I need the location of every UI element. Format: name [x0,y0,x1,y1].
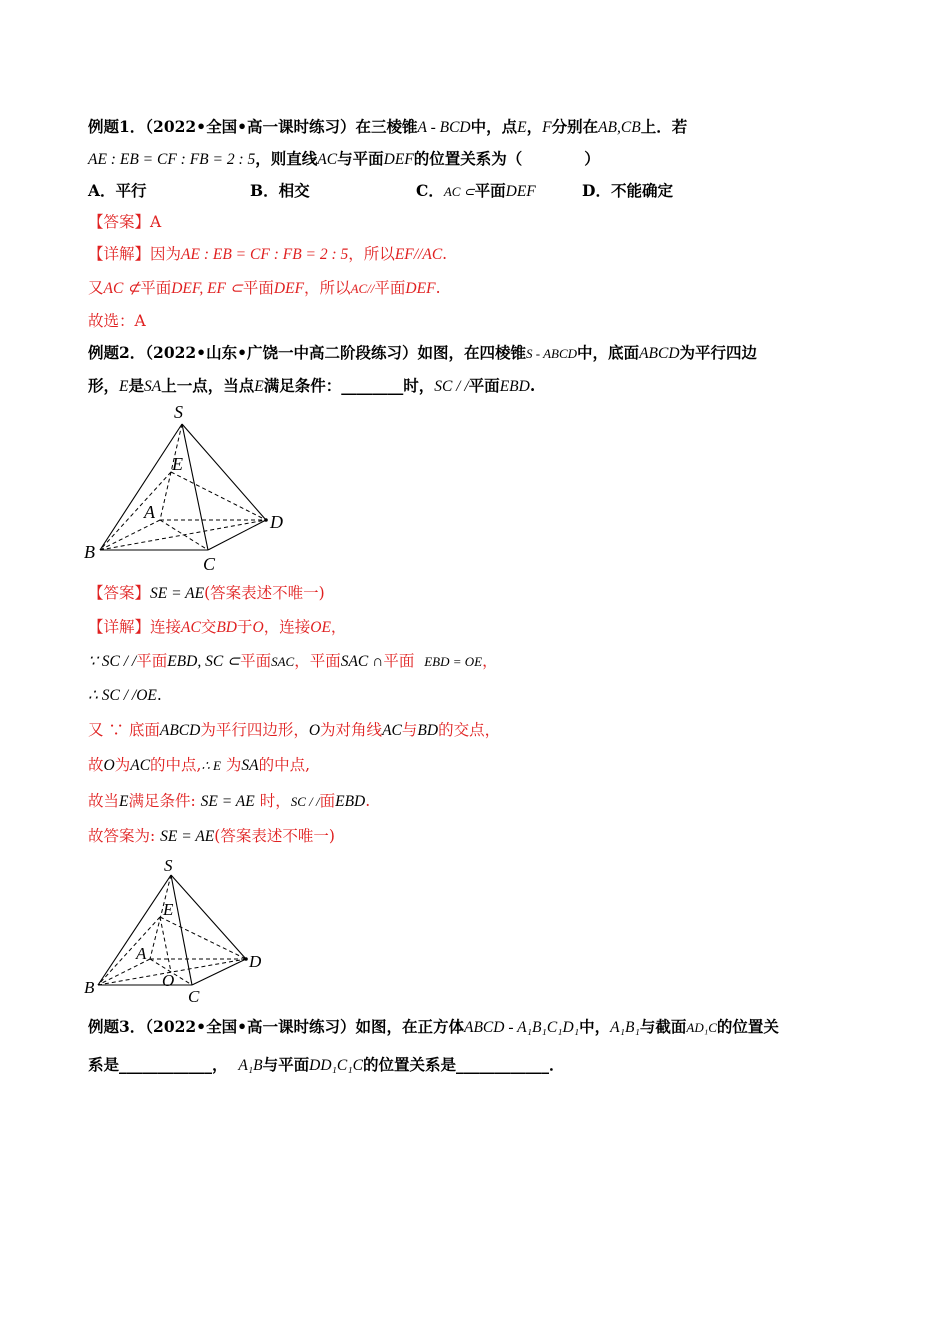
text: 的位置关系为（ ） [413,149,600,168]
math: ABCD - A₁B₁C₁D₁ [464,1019,580,1036]
text: . [529,376,536,395]
math: O [308,722,321,739]
ex2-detail5 [88,754,310,777]
text: 平面 [242,279,274,297]
text: ，平面 [294,652,341,670]
ex2-detail6 [88,790,370,813]
line-ed [160,917,246,959]
text: 系是____________， [88,1055,228,1074]
math: EF//AC [394,246,443,263]
text: 上．若 [640,117,688,136]
text: ， [526,117,543,136]
math: AC ⊂ [443,184,475,199]
text: 的位置关 [716,1017,779,1036]
text: 平面 [136,652,168,670]
ex3-line1 [88,1016,779,1039]
text: . [435,279,441,297]
ex3-heading: 例题3．（2022•全国•高一课时练习）如图，在正方体 [88,1017,464,1036]
math: F [542,119,552,136]
pyramid-figure-2 [80,855,280,1005]
text: 中，底面 [577,343,640,362]
text: 上一点，当点 [161,376,255,395]
math: SC / / [434,378,469,395]
math: E [119,793,129,810]
math: DEF [273,280,305,297]
point-d [244,957,248,961]
pyramid-figure-1 [80,400,300,575]
math: ∴ E [201,758,221,773]
text: 的中点, [150,756,202,774]
label-a: A [136,944,147,963]
text: ，所以 [304,279,351,297]
text: 平面 [468,376,500,395]
text: 满足条件: [128,792,196,810]
math: ∴ SC / /OE [88,687,157,704]
edge-ab [100,520,160,550]
text: 为 [114,756,131,774]
text: 【详解】因为 [88,245,182,263]
edge-sc [171,875,192,985]
text: 分别在 [551,117,599,136]
edge-sb [100,424,182,550]
text: 与平面 [337,149,384,168]
text: 又 [88,279,104,297]
text: 与 [401,721,418,739]
ex1-answer: 【答案】A [88,213,162,231]
math: E [119,378,129,395]
math: SE = AE [160,828,215,845]
math: BD [216,619,238,636]
text: 故当 [88,792,120,810]
text: 满足条件：________时， [263,376,435,395]
option-d: D．不能确定 [582,181,673,200]
edge-sb [98,875,171,985]
math: EBD, SC ⊂ [167,653,241,670]
text: 是 [128,376,144,395]
ex2-detail3 [88,684,162,707]
line-eo [160,917,171,972]
ex1-line2 [88,148,600,171]
text: ， [482,652,498,670]
math: SC / / [290,794,320,809]
edge-cd [208,520,266,550]
ex2-line1 [88,342,757,365]
math: SE = AE [150,585,205,602]
text: 的交点， [438,721,501,739]
diag-bd [100,520,266,550]
math: DEF [505,183,536,200]
option-b: B．相交 [250,181,310,200]
math: O [103,757,115,774]
math: OE [310,619,331,636]
math: SAC ∩ [340,653,384,670]
text: . [156,686,162,704]
label-o: O [162,971,175,990]
text: 【答案】 [88,584,151,602]
math: E [517,119,527,136]
label-d: D [270,512,283,532]
math: AE : EB = CF : FB = 2 : 5 [181,246,349,263]
text: . [442,245,448,263]
math: EBD [335,793,366,810]
math: AB,CB [598,119,641,136]
text: ，则直线 [255,149,318,168]
text: 中，点 [470,117,518,136]
math: SA [144,378,162,395]
text: 为平行四边 [679,343,758,362]
text: (答案表述不唯一) [214,827,335,845]
text: . [365,792,371,810]
math: O [252,619,264,636]
math: ABCD [159,722,201,739]
line-eb [98,917,160,985]
math: DEF, EF ⊂ [171,280,243,297]
label-e: E [172,454,183,474]
ex1-detail [88,243,447,266]
text: 中， [579,1017,611,1036]
label-b: B [84,978,95,997]
math: AD₁C [686,1020,717,1035]
ex2-answer [88,582,325,605]
ex2-detail4 [88,719,500,742]
label-c: C [188,987,200,1005]
math: E [254,378,264,395]
text: 平面 [374,279,406,297]
text: 时， [259,792,291,810]
ex2-detail1 [88,616,346,639]
math: ABCD [639,345,680,362]
pyramid-svg-1 [80,400,300,575]
math: ∵ SC / / [88,653,137,670]
text: 又 ∵ 底面 [88,721,160,739]
line-eb [100,472,171,550]
label-d: D [249,952,262,971]
ex1-detail2 [88,277,441,300]
text: 与截面 [639,1017,687,1036]
text: 交 [200,618,217,636]
math: AC [130,757,151,774]
math: A₁B [238,1057,263,1074]
ex2-detail2 [88,650,498,673]
text: 平面 [474,181,506,200]
label-s: S [164,856,173,875]
text: 形， [88,376,120,395]
text: 为对角线 [320,721,383,739]
label-e: E [163,900,174,919]
text: ， [330,618,347,636]
math: BD [417,722,439,739]
edge-sd [171,875,246,959]
text: 于 [237,618,253,636]
text: 【详解】连接 [88,618,182,636]
ex1-conclusion: 故选：A [88,312,146,330]
math: DD₁C₁C [309,1057,363,1074]
ex3-line2 [88,1054,565,1077]
math: S - ABCD [526,346,578,361]
edge-cd [192,959,246,985]
label-c: C [203,554,216,574]
math: SE = AE [200,793,255,810]
text: 为 [225,756,242,774]
math: EBD = OE [424,654,483,669]
text: ，所以 [348,245,395,263]
math: A₁B₁ [610,1019,640,1036]
ex1-heading: 例题1．（2022•全国•高一课时练习）在三棱锥 [88,117,418,136]
math: AC [317,151,338,168]
text: 的中点, [258,756,311,774]
math: AE : EB = CF : FB = 2 : 5 [88,151,256,168]
option-a: A．平行 [88,181,147,200]
math: DEF [383,151,414,168]
ex2-line2 [88,375,535,398]
edge-sd [182,424,266,520]
math: DEF [405,280,436,297]
math: AC [382,722,402,739]
label-b: B [84,542,95,562]
text: (答案表述不唯一) [204,584,325,602]
line-ed [171,472,266,520]
option-c [416,180,536,203]
math: SA [241,757,259,774]
math: EBD [499,378,530,395]
ex2-heading: 例题2．（2022•山东•广饶一中高二阶段练习）如图，在四棱锥 [88,343,526,362]
text: 面 [319,792,336,810]
math: A - BCD [417,119,471,136]
math: AC ⊄ [103,280,141,297]
ex2-detail7 [88,825,335,848]
text: 为平行四边形， [200,721,309,739]
math: SAC [271,654,295,669]
math: AC// [350,281,375,296]
text: 平面 [383,652,415,670]
ex1-line1 [88,116,687,139]
text: 故 [88,756,104,774]
text: ，连接 [263,618,311,636]
label-a: A [144,502,155,522]
text: C． [416,181,444,200]
math: AC [181,619,201,636]
text: 平面 [140,279,172,297]
point-d [264,518,268,522]
text: 故答案为: [88,827,156,845]
pyramid-svg-2 [80,855,280,1005]
text: 平面 [240,652,272,670]
label-s: S [174,402,183,422]
text: 与平面 [262,1055,310,1074]
text: 的位置关系是____________． [363,1055,565,1074]
